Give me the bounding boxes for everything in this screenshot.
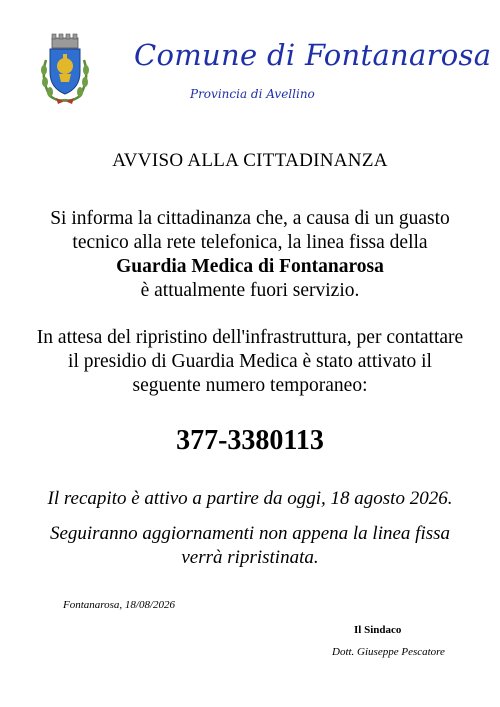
paragraph-line: seguente numero temporaneo: [132,375,368,396]
updates-line: Seguiranno aggiornamenti non appena la linea fissa [49,523,451,544]
signatory-role: Il Sindaco [354,624,402,636]
notice-paragraph-1 [30,207,470,303]
updates-line: verrà ripristinata. [181,547,319,568]
paragraph-line: tecnico alla rete telefonica, la linea fissa della [72,232,428,253]
place-and-date: Fontanarosa, 18/08/2026 [63,599,176,611]
notice-title: AVVISO ALLA CITTADINANZA [112,150,388,171]
service-name: Guardia Medica di Fontanarosa [116,256,384,277]
updates-note [30,522,470,570]
province-subtitle: Provincia di Avellino [190,87,315,101]
paragraph-line: Si informa la cittadinanza che, a causa di un guasto [50,208,450,229]
active-from-note: Il recapito è attivo a partire da oggi, 18 agosto 2026. [47,488,453,509]
paragraph-line: il presidio di Guardia Medica è stato attivato il [68,351,432,372]
paragraph-line: In attesa del ripristino dell'infrastruttura, per contattare [36,327,464,348]
temporary-phone-number: 377-3380113 [176,425,324,456]
coat-of-arms-icon [36,30,94,106]
paragraph-line: è attualmente fuori servizio. [140,280,360,301]
notice-paragraph-2 [30,326,470,398]
signatory-name: Dott. Giuseppe Pescatore [332,646,445,658]
municipality-title: Comune di Fontanarosa [134,38,492,72]
